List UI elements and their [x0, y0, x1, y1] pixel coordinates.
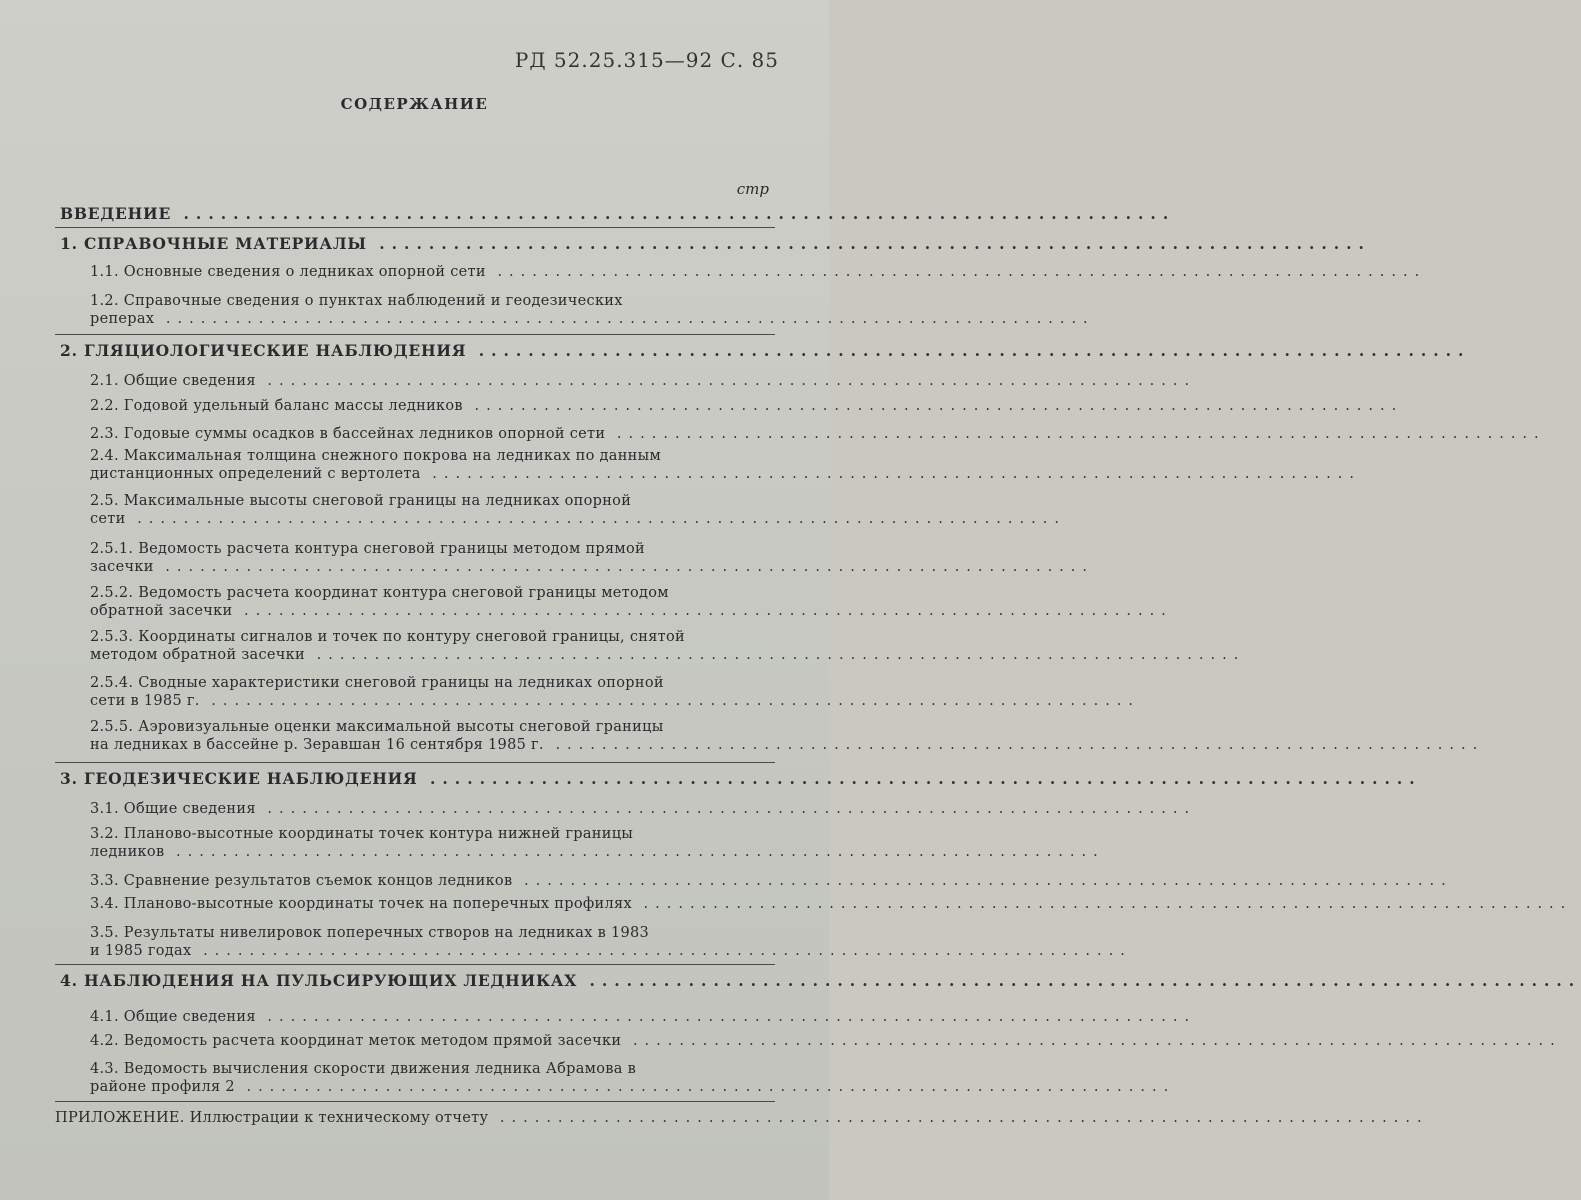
section-divider: [55, 964, 775, 965]
toc-leader-dots: ................................................................................: [171, 204, 1176, 223]
toc-entry-text: ПРИЛОЖЕНИЕ. Иллюстрации к техническому отчету: [55, 1110, 489, 1126]
toc-entry-text: 2.3. Годовые суммы осадков в бассейнах ледников опорной сети: [90, 426, 606, 442]
toc-entry-text: 4.2. Ведомость расчета координат меток методом прямой засечки: [90, 1033, 622, 1049]
toc-leader-dots: ................................................................................: [631, 896, 1573, 912]
toc-entry-text: 2.5.3. Координаты сигналов и точек по контуру снеговой границы, снятой: [90, 629, 685, 645]
toc-entry-text: засечки: [90, 559, 154, 575]
toc-entry-text: ВВЕДЕНИЕ: [60, 204, 172, 223]
toc-leader-dots: ................................................................................: [577, 971, 1581, 990]
toc-leader-dots: ................................................................................: [255, 801, 1197, 817]
toc-leader-dots: ................................................................................: [255, 1009, 1197, 1025]
toc-entry-text: 2.5.5. Аэровизуальные оценки максимальной высоты снеговой границы: [90, 719, 664, 735]
toc-entry-text: 2.5.1. Ведомость расчета контура снеговой границы методом прямой: [90, 541, 646, 557]
toc-entry-text: 2. ГЛЯЦИОЛОГИЧЕСКИЕ НАБЛЮДЕНИЯ: [60, 341, 467, 360]
toc-entry-text: 3. ГЕОДЕЗИЧЕСКИЕ НАБЛЮДЕНИЯ: [60, 769, 418, 788]
toc-leader-dots: ................................................................................: [154, 311, 1095, 327]
toc-entry-text: 1. СПРАВОЧНЫЕ МАТЕРИАЛЫ: [60, 234, 367, 253]
toc-entry-text: сети в 1985 г.: [90, 693, 200, 709]
section-divider: [55, 227, 775, 228]
toc-entry-text: 3.2. Планово-высотные координаты точек контура нижней границы: [90, 826, 634, 842]
toc-leader-dots: ................................................................................: [125, 511, 1066, 527]
toc-entry-text: дистанционных определений с вертолета: [90, 466, 421, 482]
toc-entry-text: 4.1. Общие сведения: [90, 1009, 256, 1025]
toc-entry-text: сети: [90, 511, 126, 527]
toc-leader-dots: ................................................................................: [417, 769, 1422, 788]
toc-entry-text: 2.5.2. Ведомость расчета координат контура снеговой границы методом: [90, 585, 669, 601]
toc-entry-text: 2.5.4. Сводные характеристики снеговой границы на ледниках опорной: [90, 675, 664, 691]
toc-leader-dots: ................................................................................: [512, 873, 1453, 889]
toc-entry-text: 4. НАБЛЮДЕНИЯ НА ПУЛЬСИРУЮЩИХ ЛЕДНИКАХ: [60, 971, 578, 990]
toc-leader-dots: ................................................................................: [199, 693, 1141, 709]
toc-entry-text: районе профиля 2: [90, 1079, 235, 1095]
toc-entry-text: 2.2. Годовой удельный баланс массы ледников: [90, 398, 463, 414]
toc-leader-dots: ................................................................................: [543, 737, 1485, 753]
toc-leader-dots: ................................................................................: [485, 264, 1427, 280]
toc-entry-text: на ледниках в бассейне р. Зеравшан 16 сентября 1985 г.: [90, 737, 544, 753]
toc-entry-text: 2.1. Общие сведения: [90, 373, 256, 389]
toc-leader-dots: ................................................................................: [366, 234, 1371, 253]
toc-leader-dots: ................................................................................: [232, 603, 1173, 619]
page-header: РД 52.25.315—92 С. 85: [514, 48, 779, 72]
toc-leader-dots: ................................................................................: [191, 943, 1132, 959]
toc-leader-dots: ................................................................................: [305, 647, 1246, 663]
page-title: СОДЕРЖАНИЕ: [340, 95, 489, 113]
toc-leader-dots: ................................................................................: [621, 1033, 1562, 1049]
toc-leader-dots: ................................................................................: [255, 373, 1197, 389]
toc-leader-dots: ................................................................................: [605, 426, 1546, 442]
page-column-label: стр: [736, 180, 769, 198]
toc-entry-text: 3.4. Планово-высотные координаты точек на поперечных профилях: [90, 896, 632, 912]
toc-entry-text: 2.4. Максимальная толщина снежного покрова на ледниках по данным: [90, 448, 662, 464]
toc-leader-dots: ................................................................................: [153, 559, 1095, 575]
section-divider: [55, 762, 775, 763]
toc-entry-text: ледников: [90, 844, 165, 860]
toc-entry-text: методом обратной засечки: [90, 647, 305, 663]
toc-entry-text: 2.5. Максимальные высоты снеговой границы на ледниках опорной: [90, 493, 632, 509]
toc-entry-text: 1.2. Справочные сведения о пунктах наблюдений и геодезических: [90, 293, 623, 309]
toc-leader-dots: ................................................................................: [462, 398, 1404, 414]
section-divider: [55, 334, 775, 335]
toc-leader-dots: ................................................................................: [164, 844, 1105, 860]
toc-leader-dots: ................................................................................: [234, 1079, 1176, 1095]
toc-leader-dots: ................................................................................: [420, 466, 1361, 482]
toc-entry-text: 3.3. Сравнение результатов съемок концов ледников: [90, 873, 513, 889]
toc-leader-dots: ................................................................................: [466, 341, 1471, 360]
toc-entry-text: обратной засечки: [90, 603, 233, 619]
section-divider: [55, 1101, 775, 1102]
toc-entry-text: 4.3. Ведомость вычисления скорости движения ледника Абрамова в: [90, 1061, 637, 1077]
toc-leader-dots: ................................................................................: [488, 1110, 1429, 1126]
toc-entry-text: реперах: [90, 311, 155, 327]
toc-entry-text: 3.1. Общие сведения: [90, 801, 256, 817]
toc-entry-text: и 1985 годах: [90, 943, 192, 959]
toc-entry-text: 3.5. Результаты нивелировок поперечных створов на ледниках в 1983: [90, 925, 650, 941]
toc-entry-text: 1.1. Основные сведения о ледниках опорной сети: [90, 264, 486, 280]
